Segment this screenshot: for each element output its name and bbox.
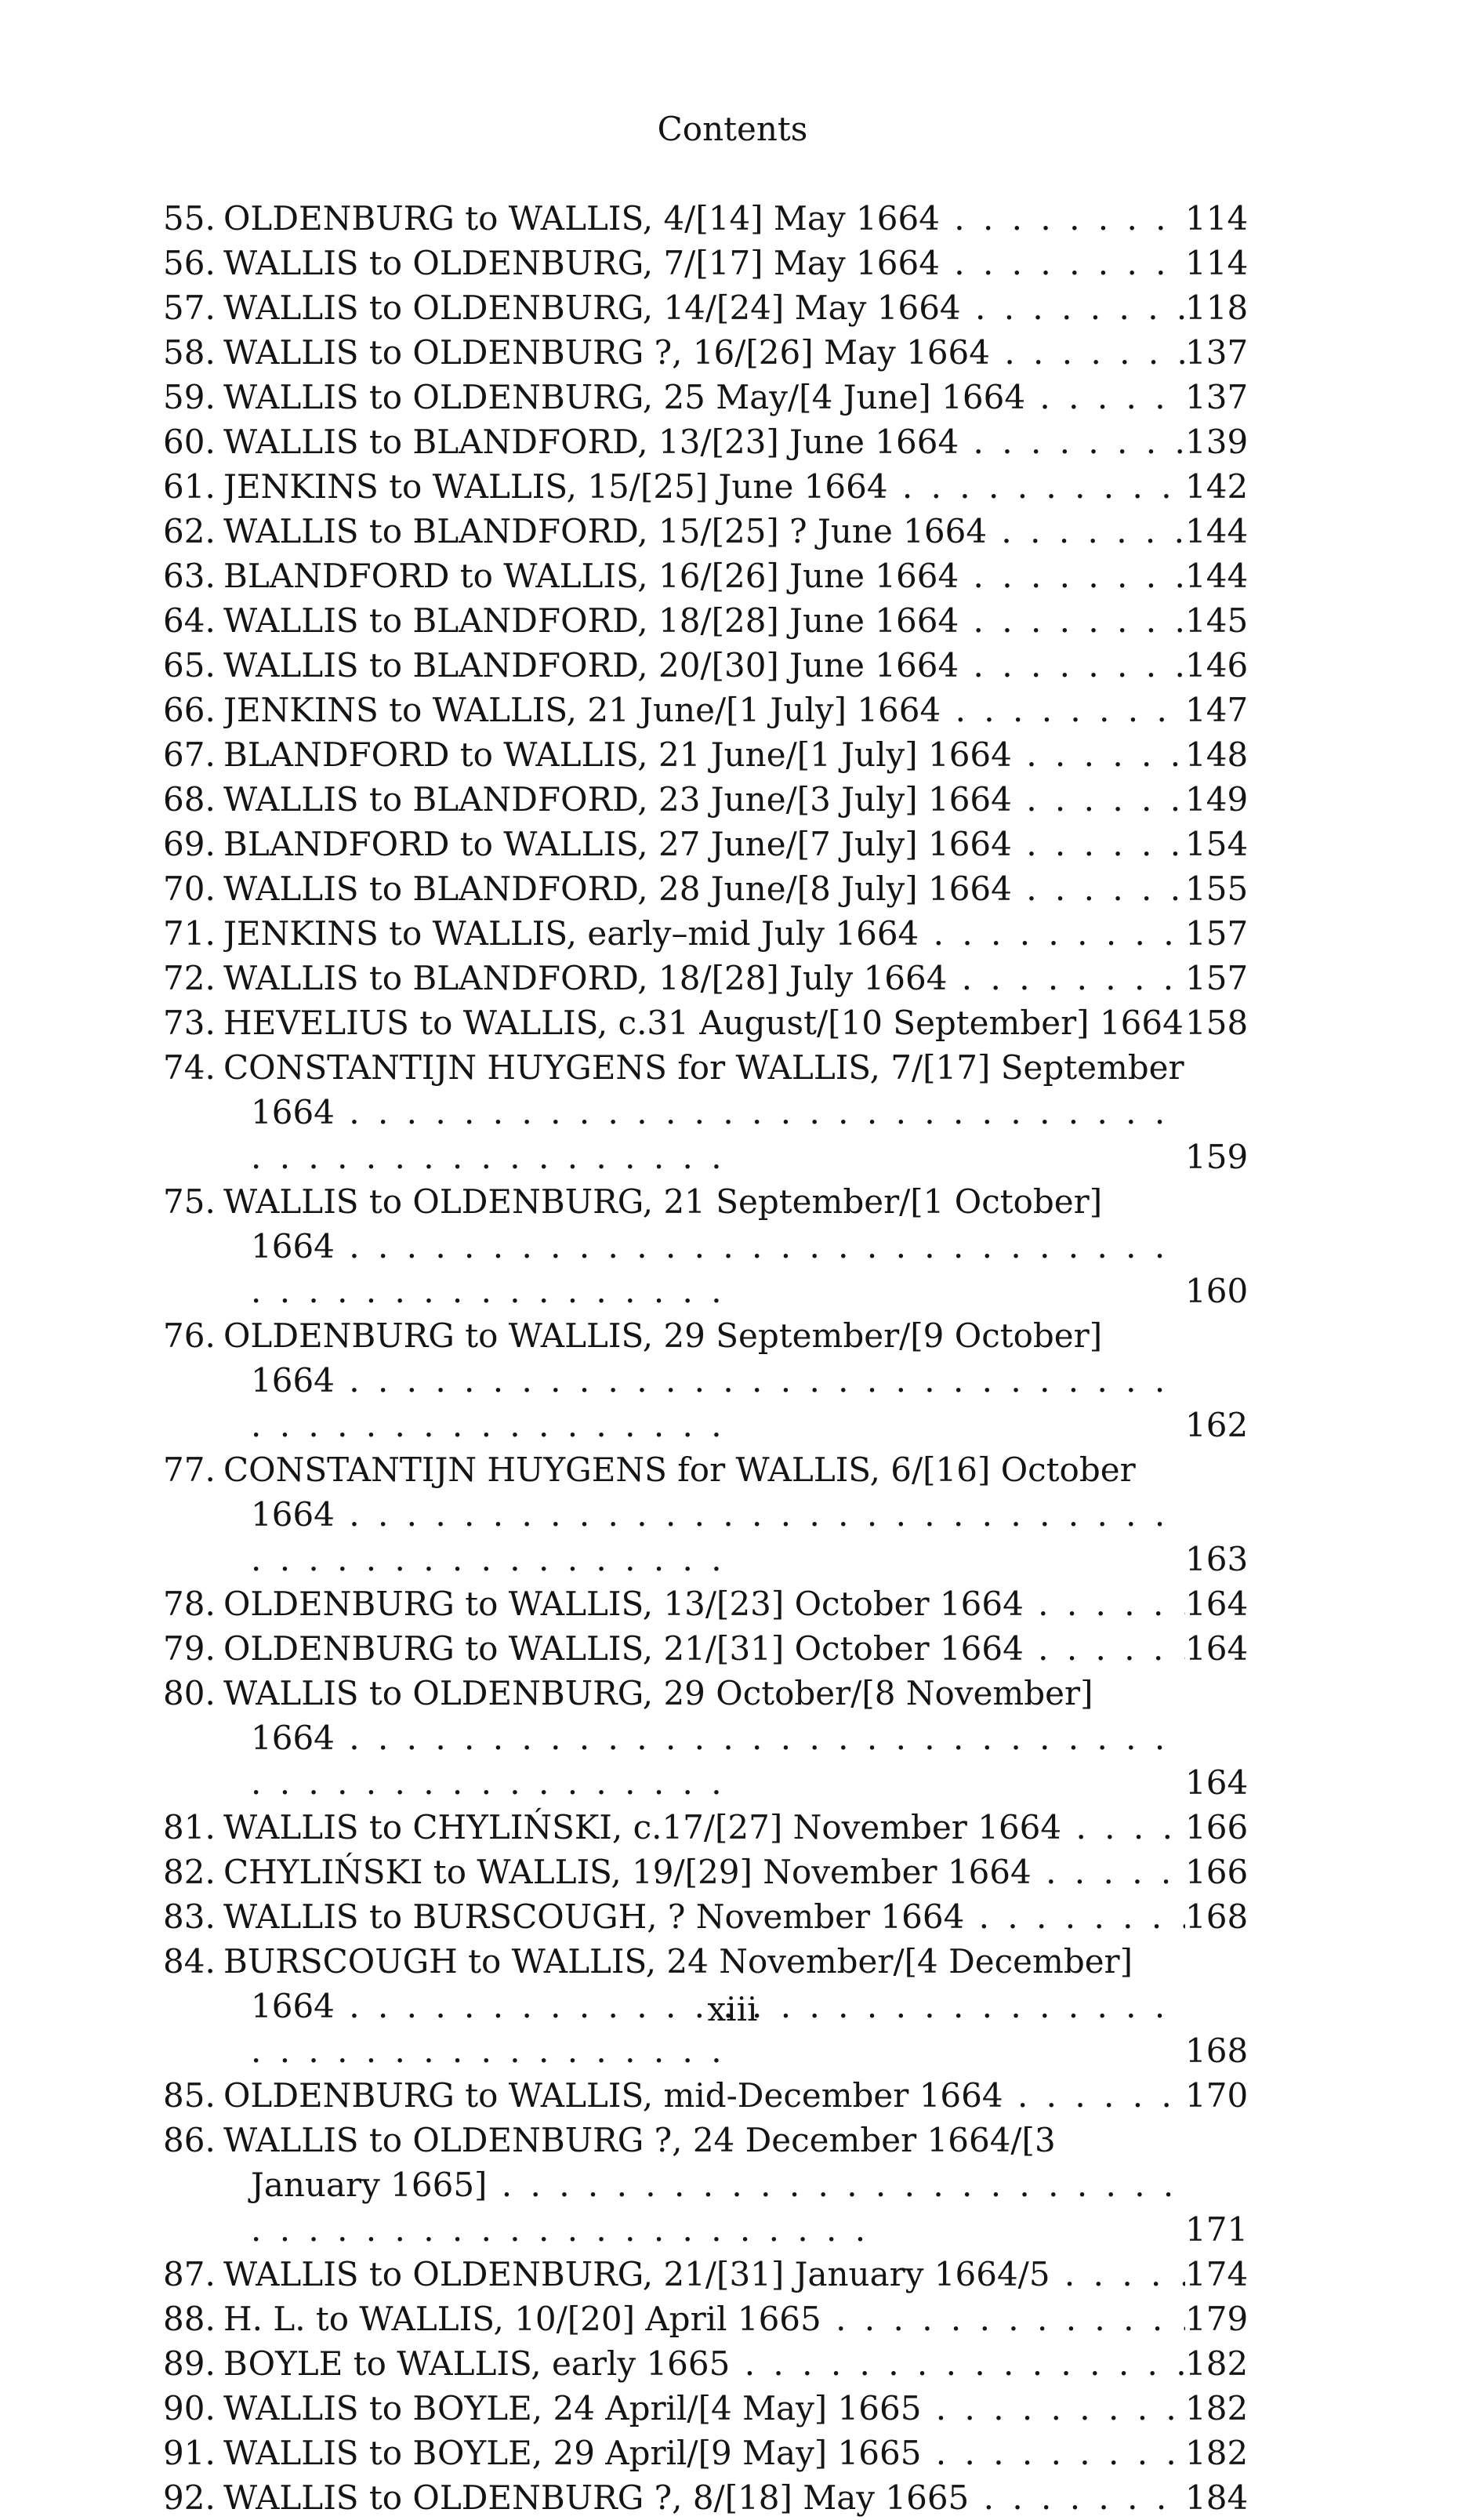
entry-page: 168 [1185,1897,1249,1936]
entry-number: 55. [163,199,216,238]
entry-number: 83. [163,1897,216,1936]
entry-page: 182 [1185,2434,1249,2472]
toc-entry [163,330,1249,375]
toc-entry [163,1850,1249,1894]
entry-number: 75. [163,1182,216,1221]
entry-number: 74. [163,1048,216,1087]
toc-entry [163,1894,1249,1939]
entry-number: 62. [163,512,216,550]
entry-page: 159 [1185,1138,1249,1176]
entry-title: WALLIS to OLDENBURG ?, 24 December 1664/[3 January 1665] . . . [223,2118,1185,2252]
toc-entry [163,777,1249,822]
toc-entry [163,196,1249,241]
entry-title: BURSCOUGH to WALLIS, 24 November/[4 December] 1664 . . . [223,1939,1185,2073]
entry-title: OLDENBURG to WALLIS, 4/[14] May 1664 . . . [223,196,1185,241]
entry-title: OLDENBURG to WALLIS, mid-December 1664 . . . [223,2073,1185,2118]
entry-page: 166 [1185,1853,1249,1891]
entry-page: 114 [1185,244,1249,282]
toc-entry [163,1447,1249,1581]
entry-title: WALLIS to OLDENBURG, 14/[24] May 1664 . . . [223,285,1185,330]
entry-page: 154 [1185,825,1249,863]
entry-page: 144 [1185,512,1249,550]
entry-page: 182 [1185,2344,1249,2383]
entry-page: 146 [1185,646,1249,684]
entry-page: 179 [1185,2300,1249,2338]
toc-entry [163,2118,1249,2252]
entry-title: WALLIS to BOYLE, 29 April/[9 May] 1665 . . . [223,2431,1185,2475]
entry-number: 76. [163,1316,216,1355]
toc-entry [163,1581,1249,1626]
page-number: xiii [707,1990,758,2028]
entry-page: 145 [1185,601,1249,640]
entry-number: 57. [163,289,216,327]
entry-title: WALLIS to BLANDFORD, 15/[25] ? June 1664 . . . [223,509,1185,554]
toc-entry [163,688,1249,732]
entry-number: 69. [163,825,216,863]
entry-number: 61. [163,467,216,506]
entry-number: 89. [163,2344,216,2383]
entry-title: JENKINS to WALLIS, 15/[25] June 1664 . . . [223,464,1185,509]
toc-entry [163,598,1249,643]
toc-entry [163,1045,1249,1179]
toc-entry [163,956,1249,1000]
entry-title: HEVELIUS to WALLIS, c.31 August/[10 September] 1664 . . . [223,1000,1185,1045]
entry-number: 77. [163,1451,216,1489]
entry-number: 91. [163,2434,216,2472]
entry-page: 137 [1185,333,1249,372]
entry-number: 64. [163,601,216,640]
entry-page: 118 [1185,289,1249,327]
toc-entry [163,911,1249,956]
entry-number: 66. [163,691,216,729]
entry-title: WALLIS to BLANDFORD, 18/[28] July 1664 . . . [223,956,1185,1000]
entry-title: WALLIS to OLDENBURG, 21/[31] January 1664/5 . . . [223,2252,1185,2297]
entry-title: WALLIS to OLDENBURG ?, 16/[26] May 1664 . . . [223,330,1185,375]
entry-page: 166 [1185,1808,1249,1846]
entry-page: 164 [1185,1585,1249,1623]
entry-title: WALLIS to BLANDFORD, 20/[30] June 1664 . . . [223,643,1185,688]
running-head: Contents [657,110,808,148]
entry-number: 84. [163,1942,216,1981]
toc-entry [163,2386,1249,2431]
entry-title: BOYLE to WALLIS, early 1665 . . . [223,2341,1185,2386]
toc-entry [163,1671,1249,1805]
entry-page: 144 [1185,557,1249,595]
entry-number: 58. [163,333,216,372]
entry-title: CONSTANTIJN HUYGENS for WALLIS, 6/[16] October 1664 . . . [223,1447,1185,1581]
entry-title: OLDENBURG to WALLIS, 13/[23] October 1664 . . . [223,1581,1185,1626]
entry-page: 170 [1185,2076,1249,2115]
entry-page: 157 [1185,914,1249,953]
entry-page: 114 [1185,199,1249,238]
toc-entry [163,464,1249,509]
entry-number: 82. [163,1853,216,1891]
entry-number: 63. [163,557,216,595]
toc-entry [163,554,1249,598]
entry-number: 71. [163,914,216,953]
entry-title: WALLIS to CHYLIŃSKI, c.17/[27] November 1664 . . . [223,1805,1185,1850]
toc-entry [163,822,1249,866]
contents-list [163,196,1249,2520]
entry-number: 80. [163,1674,216,1712]
toc-entry [163,241,1249,285]
toc-entry [163,2073,1249,2118]
entry-page: 155 [1185,870,1249,908]
toc-entry [163,866,1249,911]
toc-entry [163,2475,1249,2520]
toc-entry [163,1313,1249,1447]
entry-title: WALLIS to OLDENBURG ?, 8/[18] May 1665 . . . [223,2475,1185,2520]
toc-entry [163,2341,1249,2386]
entry-title: OLDENBURG to WALLIS, 21/[31] October 1664 . . . [223,1626,1185,1671]
entry-title: WALLIS to OLDENBURG, 29 October/[8 November] 1664 . . . [223,1671,1185,1805]
entry-title: WALLIS to BURSCOUGH, ? November 1664 . . . [223,1894,1185,1939]
entry-page: 174 [1185,2255,1249,2293]
entry-page: 147 [1185,691,1249,729]
entry-title: WALLIS to BLANDFORD, 18/[28] June 1664 . . . [223,598,1185,643]
toc-entry [163,509,1249,554]
toc-entry [163,1626,1249,1671]
toc-entry [163,1000,1249,1045]
entry-number: 90. [163,2389,216,2427]
toc-entry [163,285,1249,330]
entry-page: 157 [1185,959,1249,997]
entry-number: 70. [163,870,216,908]
toc-entry [163,2252,1249,2297]
entry-page: 164 [1185,1763,1249,1802]
entry-page: 142 [1185,467,1249,506]
entry-number: 65. [163,646,216,684]
toc-entry [163,2431,1249,2475]
entry-title: BLANDFORD to WALLIS, 27 June/[7 July] 1664 . . . [223,822,1185,866]
toc-entry [163,375,1249,419]
entry-title: WALLIS to OLDENBURG, 25 May/[4 June] 1664 . . . [223,375,1185,419]
entry-number: 73. [163,1004,216,1042]
toc-entry [163,419,1249,464]
entry-title: WALLIS to BLANDFORD, 28 June/[8 July] 1664 . . . [223,866,1185,911]
entry-page: 182 [1185,2389,1249,2427]
entry-page: 139 [1185,423,1249,461]
entry-page: 163 [1185,1540,1249,1578]
toc-entry [163,732,1249,777]
entry-page: 171 [1185,2210,1249,2249]
toc-entry [163,2297,1249,2341]
entry-number: 92. [163,2478,216,2517]
entry-title: JENKINS to WALLIS, 21 June/[1 July] 1664 . . . [223,688,1185,732]
entry-number: 72. [163,959,216,997]
entry-title: CHYLIŃSKI to WALLIS, 19/[29] November 1664 . . . [223,1850,1185,1894]
entry-number: 78. [163,1585,216,1623]
entry-number: 88. [163,2300,216,2338]
entry-title: WALLIS to BLANDFORD, 23 June/[3 July] 1664 . . . [223,777,1185,822]
entry-title: CONSTANTIJN HUYGENS for WALLIS, 7/[17] September 1664 . . . [223,1045,1185,1179]
entry-title: WALLIS to OLDENBURG, 21 September/[1 October] 1664 . . . [223,1179,1185,1313]
entry-title: WALLIS to OLDENBURG, 7/[17] May 1664 . . . [223,241,1185,285]
entry-page: 168 [1185,2032,1249,2070]
entry-page: 184 [1185,2478,1249,2517]
entry-number: 56. [163,244,216,282]
entry-page: 148 [1185,735,1249,774]
entry-title: JENKINS to WALLIS, early–mid July 1664 . . . [223,911,1185,956]
toc-entry [163,643,1249,688]
entry-title: BLANDFORD to WALLIS, 21 June/[1 July] 1664 . . . [223,732,1185,777]
entry-number: 81. [163,1808,216,1846]
entry-number: 59. [163,378,216,416]
entry-title: WALLIS to BOYLE, 24 April/[4 May] 1665 . . . [223,2386,1185,2431]
entry-number: 67. [163,735,216,774]
entry-page: 137 [1185,378,1249,416]
entry-number: 86. [163,2121,216,2159]
entry-page: 160 [1185,1272,1249,1310]
entry-title: OLDENBURG to WALLIS, 29 September/[9 October] 1664 . . . [223,1313,1185,1447]
entry-number: 87. [163,2255,216,2293]
entry-number: 79. [163,1629,216,1668]
entry-title: BLANDFORD to WALLIS, 16/[26] June 1664 . . . [223,554,1185,598]
entry-page: 158 [1185,1004,1249,1042]
toc-entry [163,1805,1249,1850]
entry-page: 164 [1185,1629,1249,1668]
entry-number: 60. [163,423,216,461]
entry-page: 149 [1185,780,1249,819]
entry-title: H. L. to WALLIS, 10/[20] April 1665 . . . [223,2297,1185,2341]
entry-number: 85. [163,2076,216,2115]
entry-title: WALLIS to BLANDFORD, 13/[23] June 1664 . . . [223,419,1185,464]
toc-entry [163,1179,1249,1313]
entry-page: 162 [1185,1406,1249,1444]
entry-number: 68. [163,780,216,819]
